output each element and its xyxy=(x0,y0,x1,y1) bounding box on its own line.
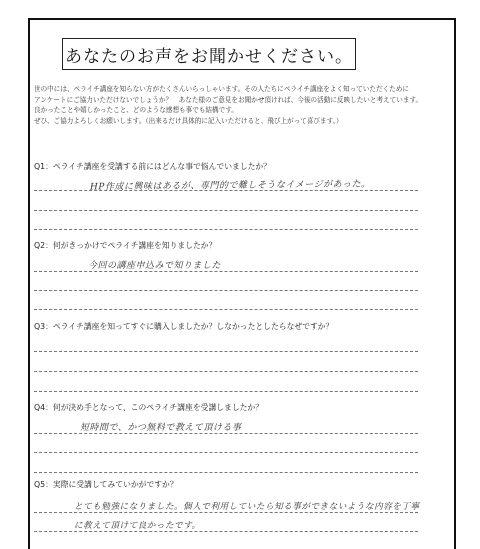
answer-line xyxy=(34,229,418,230)
survey-title: あなたのお声をお聞かせください。 xyxy=(62,38,356,70)
answer-line xyxy=(34,290,418,291)
question-5-answer: とても勉強になりました。個人で利用していたら知る事ができないような内容を丁寧に教えて頂けて良かったです。 xyxy=(74,502,420,531)
intro-line: 良かったことや嬉しかったこと、どのような感想も事でも結構です。 xyxy=(34,106,238,115)
intro-line: アンケートにご協力いただけないでしょうか？ あなた様のご意見をお聞かせ頂ければ、今後の活動に反映したいと考えています。 xyxy=(34,95,423,104)
intro-text xyxy=(34,84,424,126)
answer-line xyxy=(34,371,418,372)
answer-line xyxy=(34,190,418,191)
answer-line xyxy=(34,452,418,453)
answer-line xyxy=(34,351,418,352)
intro-line: 世の中には、ペライチ講座を知らない方がたくさんいらっしゃいます。その人たちにペライチ講座をよく知っていただくために xyxy=(34,85,409,93)
answer-line xyxy=(34,391,418,392)
intro-line: ぜひ、ご協力よろしくお願いします。（出来るだけ具体的に記入いただけると、飛び上がって喜びます。） xyxy=(34,116,343,125)
question-2-answer: 今回の講座申込みで知りました xyxy=(88,261,222,271)
question-1-label: Q1：ペライチ講座を受講する前にはどんな事で悩んでいましたか？ xyxy=(34,162,271,171)
answer-line xyxy=(34,433,418,434)
answer-line xyxy=(34,309,418,310)
question-3-label: Q3：ペライチ講座を知ってすぐに購入しましたか？しなかったとしたらなぜですか？ xyxy=(34,322,334,331)
answer-line xyxy=(34,531,418,532)
question-2-label: Q2：何がきっかけでペライチ講座を知りましたか？ xyxy=(34,241,217,250)
question-4-answer: 短時間で、かつ無料で教えて頂ける事 xyxy=(80,423,242,433)
question-5-label: Q5：実際に受講してみていかがですか？ xyxy=(34,480,178,489)
answer-line xyxy=(34,472,418,473)
question-4-label: Q4：何が決め手となって、このペライチ講座を受講しましたか？ xyxy=(34,403,264,412)
answer-line xyxy=(34,512,418,513)
question-1-answer: HP作成に興味はあるが、専門的で難しそうなイメージがあった。 xyxy=(89,179,371,193)
answer-line xyxy=(34,210,418,211)
answer-line xyxy=(34,271,418,272)
